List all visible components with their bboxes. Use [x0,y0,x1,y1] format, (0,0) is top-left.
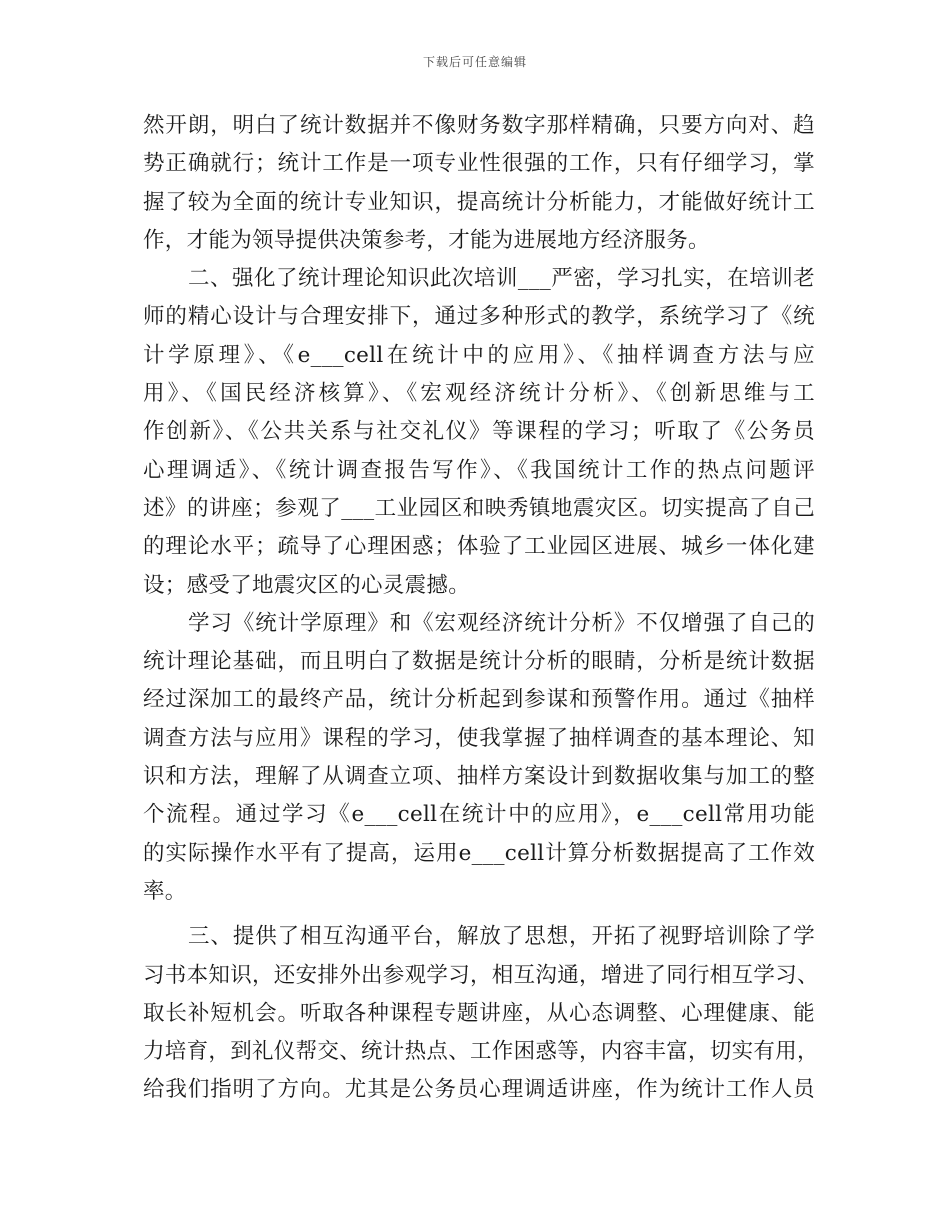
text-line: 的理论水平；疏导了心理困惑；体验了工业园区进展、城乡一体化建 [143,534,815,560]
text-line: 作，才能为领导提供决策参考，才能为进展地方经济服务。 [143,227,710,253]
document-body [143,107,819,1110]
text-line: 势正确就行；统计工作是一项专业性很强的工作，只有仔细学习，掌 [143,151,815,177]
paragraph-1 [143,107,815,260]
text-line: 习书本知识，还安排外出参观学习，相互沟通，增进了同行相互学习、 [143,962,819,988]
paragraph-2 [143,260,815,605]
text-line: 取长补短机会。听取各种课程专题讲座，从心态调整、心理健康、能 [143,1000,815,1026]
text-line: 力培育，到礼仪帮交、统计热点、工作困惑等，内容丰富，切实有用， [143,1039,819,1065]
text-line: 三、提供了相互沟通平台，解放了思想，开拓了视野培训除了学 [188,924,815,950]
text-line: 经过深加工的最终产品，统计分析起到参谋和预警作用。通过《抽样 [143,687,815,713]
text-line: 述》的讲座；参观了___工业园区和映秀镇地震灾区。切实提高了自己 [143,495,815,521]
text-line: 用》、《国民经济核算》、《宏观经济统计分析》、《创新思维与工 [143,381,815,407]
text-line: 的实际操作水平有了提高，运用e___cell计算分析数据提高了工作效 [143,840,815,866]
text-line: 统计理论基础，而且明白了数据是统计分析的眼睛，分析是统计数据 [143,649,815,675]
text-line: 给我们指明了方向。尤其是公务员心理调适讲座，作为统计工作人员 [143,1077,815,1103]
text-line: 握了较为全面的统计专业知识，提高统计分析能力，才能做好统计工 [143,189,815,215]
paragraph-spacer [143,911,815,918]
paragraph-3 [143,605,815,911]
text-line: 心理调适》、《统计调查报告写作》、《我国统计工作的热点问题评 [143,457,815,483]
text-line: 个流程。通过学习《e___cell在统计中的应用》，e___cell常用功能 [143,802,815,828]
text-line: 学习《统计学原理》和《宏观经济统计分析》不仅增强了自己的 [188,610,815,636]
text-line: 作创新》、《公共关系与社交礼仪》等课程的学习；听取了《公务员 [143,419,815,445]
text-line: 然开朗，明白了统计数据并不像财务数字那样精确，只要方向对、趋 [143,113,815,138]
text-line: 识和方法，理解了从调查立项、抽样方案设计到数据收集与加工的整 [143,764,815,790]
text-line: 设；感受了地震灾区的心灵震撼。 [143,572,471,598]
text-line: 率。 [143,878,187,904]
text-line: 计学原理》、《e___cell在统计中的应用》、《抽样调查方法与应 [143,342,815,368]
text-line: 调查方法与应用》课程的学习，使我掌握了抽样调查的基本理论、知 [143,725,815,751]
page-header-note: 下载后可任意编辑 [422,55,527,69]
text-line: 师的精心设计与合理安排下，通过多种形式的教学，系统学习了《统 [143,304,815,330]
paragraph-4 [143,918,819,1109]
text-line: 二、强化了统计理论知识此次培训___严密，学习扎实，在培训老 [188,266,815,292]
